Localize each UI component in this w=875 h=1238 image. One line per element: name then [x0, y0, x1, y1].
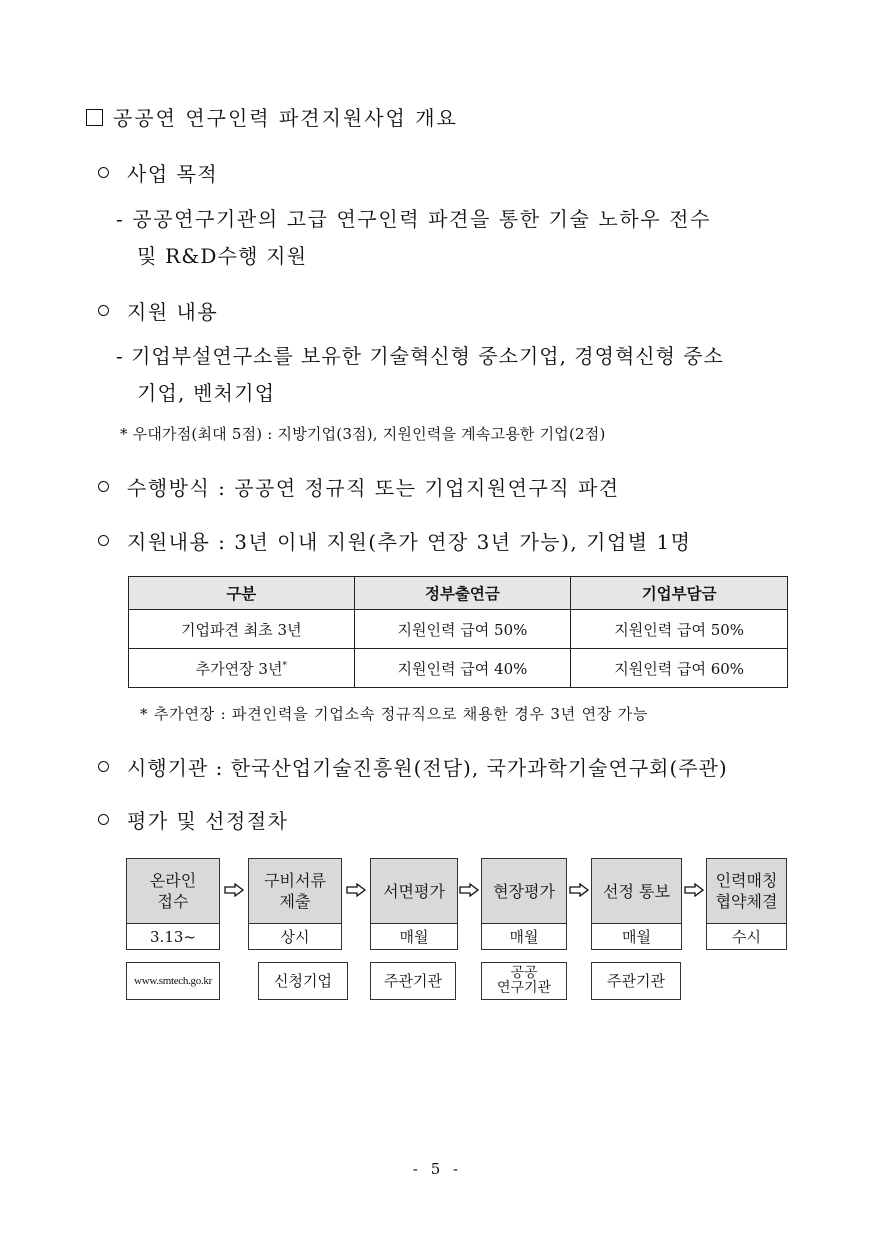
purpose-line-1: - 공공연구기관의 고급 연구인력 파견을 통한 기술 노하우 전수	[116, 207, 712, 231]
table-cell: 지원인력 급여 40%	[354, 649, 571, 688]
table-header-cell: 구분	[129, 577, 355, 610]
step-online-application: 온라인 접수	[126, 858, 220, 924]
support-title	[98, 296, 218, 325]
circle-bullet-icon	[98, 167, 109, 178]
table-cell: 지원인력 급여 60%	[571, 649, 788, 688]
procedure-title	[98, 805, 288, 834]
table-cell	[129, 649, 355, 688]
preference-note: * 우대가점(최대 5점) : 지방기업(3점), 지원인력을 계속고용한 기업(2점)	[120, 425, 606, 443]
step-timing: 수시	[706, 924, 787, 950]
step-timing: 매월	[591, 924, 682, 950]
step-matching-agreement: 인력매칭 협약체결	[706, 858, 787, 924]
hollow-right-arrow-icon	[223, 877, 245, 903]
table-cell: 기업파견 최초 3년	[129, 610, 355, 649]
table-cell: 지원인력 급여 50%	[354, 610, 571, 649]
support-title-text: 지원 내용	[127, 300, 219, 324]
section-heading	[86, 102, 458, 131]
hollow-right-arrow-icon	[568, 877, 590, 903]
circle-bullet-icon	[98, 814, 109, 825]
table-row	[129, 610, 788, 649]
purpose-title	[98, 158, 218, 187]
actor-public-institute: 공공 연구기관	[481, 962, 567, 1000]
table-row	[129, 649, 788, 688]
checkbox-square-icon	[86, 109, 103, 126]
purpose-line-2: 및 R&D수행 지원	[137, 244, 308, 268]
step-document-submission: 구비서류 제출	[248, 858, 342, 924]
support-line-1: - 기업부설연구소를 보유한 기술혁신형 중소기업, 경영혁신형 중소	[116, 344, 724, 368]
step-site-review: 현장평가	[481, 858, 567, 924]
page-number: - 5 -	[412, 1160, 463, 1178]
funding-table	[128, 576, 788, 688]
purpose-title-text: 사업 목적	[127, 162, 219, 186]
hollow-right-arrow-icon	[683, 877, 705, 903]
step-timing: 3.13~	[126, 924, 220, 950]
content-text: 지원내용 : 3년 이내 지원(추가 연장 3년 가능), 기업별 1명	[127, 530, 692, 554]
hollow-right-arrow-icon	[345, 877, 367, 903]
method-text: 수행방식 : 공공연 정규직 또는 기업지원연구직 파견	[127, 476, 620, 500]
actor-website-link[interactable]: www.smtech.go.kr	[126, 962, 220, 1000]
procedure-title-text: 평가 및 선정절차	[127, 809, 289, 833]
step-timing: 매월	[370, 924, 458, 950]
hollow-right-arrow-icon	[458, 877, 480, 903]
extension-note: * 추가연장 : 파견인력을 기업소속 정규직으로 채용한 경우 3년 연장 가능	[140, 705, 649, 723]
table-cell-text: 추가연장 3년	[195, 659, 283, 678]
actor-applicant: 신청기업	[258, 962, 348, 1000]
actor-host-agency: 주관기관	[370, 962, 456, 1000]
circle-bullet-icon	[98, 481, 109, 492]
section-heading-text: 공공연 연구인력 파견지원사업 개요	[113, 106, 458, 130]
method-line	[98, 472, 620, 501]
content-line	[98, 526, 692, 555]
support-line-2: 기업, 벤처기업	[137, 381, 276, 405]
agency-line	[98, 752, 728, 781]
table-cell: 지원인력 급여 50%	[571, 610, 788, 649]
step-timing: 매월	[481, 924, 567, 950]
table-header-cell: 정부출연금	[354, 577, 571, 610]
table-header-row	[129, 577, 788, 610]
actor-host-agency: 주관기관	[591, 962, 681, 1000]
step-timing: 상시	[248, 924, 342, 950]
agency-text: 시행기관 : 한국산업기술진흥원(전담), 국가과학기술연구회(주관)	[127, 756, 728, 780]
table-header-cell: 기업부담금	[571, 577, 788, 610]
circle-bullet-icon	[98, 535, 109, 546]
step-document-review: 서면평가	[370, 858, 458, 924]
circle-bullet-icon	[98, 761, 109, 772]
footnote-mark: *	[282, 660, 287, 671]
step-selection-notice: 선정 통보	[591, 858, 682, 924]
circle-bullet-icon	[98, 305, 109, 316]
